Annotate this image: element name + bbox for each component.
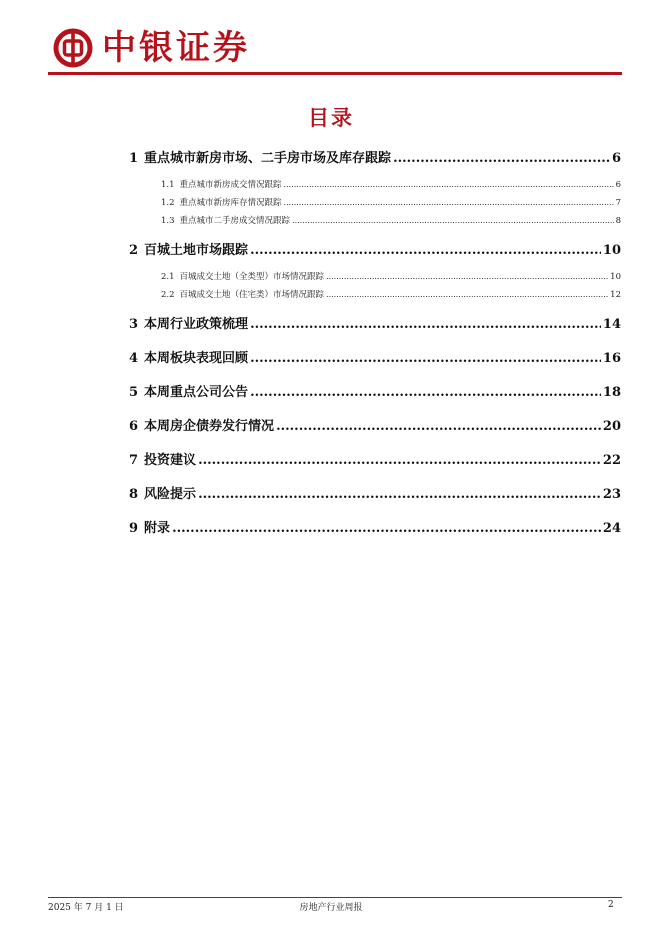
toc-subentry[interactable] [129, 212, 621, 230]
toc-entry-number: 3 [129, 317, 139, 332]
toc-entry[interactable] [129, 376, 621, 410]
toc-leader [393, 142, 610, 176]
toc-entry-title: 投资建议 [144, 453, 197, 468]
toc-entry-page: 24 [602, 521, 621, 536]
toc-entry-number: 1 [129, 151, 139, 166]
toc-entry-title: 本周重点公司公告 [144, 385, 249, 400]
toc-entry-page: 23 [602, 487, 621, 502]
toc-entry-page: 16 [602, 351, 621, 366]
toc-entry-title: 重点城市新房库存情况跟踪 [179, 198, 282, 208]
toc-entry-number: 4 [129, 351, 139, 366]
toc-entry-number: 1.1 [161, 180, 175, 190]
toc-entry-title: 重点城市新房市场、二手房市场及库存跟踪 [144, 151, 392, 166]
toc-subentry[interactable] [129, 286, 621, 304]
toc-entry-number: 2.1 [161, 272, 175, 282]
toc-subentry[interactable] [129, 268, 621, 286]
toc-entry-page: 20 [602, 419, 621, 434]
header-divider [48, 72, 622, 75]
toc-entry-page: 6 [615, 180, 621, 190]
toc-entry-number: 1.2 [161, 198, 175, 208]
toc-entry-page: 7 [615, 198, 621, 208]
toc-leader [250, 308, 601, 342]
bank-of-china-logo-icon [53, 28, 93, 68]
toc-leader [172, 512, 601, 546]
toc-leader [326, 268, 608, 286]
page-header [0, 0, 662, 80]
toc-leader [326, 286, 608, 304]
toc-entry-page: 10 [610, 272, 621, 282]
footer-report-title: 房地产行业周报 [299, 903, 363, 913]
toc-leader [198, 444, 601, 478]
toc-entry-title: 本周行业政策梳理 [144, 317, 249, 332]
toc-entry-page: 6 [611, 151, 621, 166]
toc-entry-title: 百城成交土地（住宅类）市场情况跟踪 [179, 290, 325, 300]
toc-entry-number: 7 [129, 453, 139, 468]
table-of-contents [129, 142, 621, 546]
toc-entry[interactable] [129, 234, 621, 268]
toc-entry[interactable] [129, 444, 621, 478]
toc-entry-number: 5 [129, 385, 139, 400]
toc-subentry[interactable] [129, 194, 621, 212]
toc-entry-title: 附录 [144, 521, 171, 536]
toc-entry[interactable] [129, 342, 621, 376]
toc-entry-title: 风险提示 [144, 487, 197, 502]
toc-entry-page: 18 [602, 385, 621, 400]
toc-entry-title: 本周板块表现回顾 [144, 351, 249, 366]
toc-leader [250, 376, 601, 410]
toc-entry-page: 10 [602, 243, 621, 258]
toc-leader [250, 234, 601, 268]
footer-divider [48, 897, 622, 898]
toc-entry[interactable] [129, 410, 621, 444]
toc-entry-page: 22 [602, 453, 621, 468]
brand-name: 中银证券 [102, 28, 250, 68]
toc-entry-number: 8 [129, 487, 139, 502]
toc-entry-number: 6 [129, 419, 139, 434]
toc-leader [284, 176, 614, 194]
toc-entry[interactable] [129, 512, 621, 546]
toc-entry-title: 百城成交土地（全类型）市场情况跟踪 [179, 272, 325, 282]
toc-subentry[interactable] [129, 176, 621, 194]
toc-entry-number: 1.3 [161, 216, 175, 226]
footer-page-number: 2 [608, 900, 614, 910]
toc-leader [276, 410, 601, 444]
toc-leader [198, 478, 601, 512]
toc-leader [292, 212, 614, 230]
toc-entry-number: 2 [129, 243, 139, 258]
toc-entry-title: 本周房企债券发行情况 [144, 419, 275, 434]
toc-entry-title: 重点城市二手房成交情况跟踪 [179, 216, 291, 226]
toc-entry-title: 重点城市新房成交情况跟踪 [179, 180, 282, 190]
toc-entry-number: 2.2 [161, 290, 175, 300]
toc-entry-page: 12 [610, 290, 621, 300]
toc-leader [250, 342, 601, 376]
toc-title: 目录 [308, 105, 354, 130]
toc-entry[interactable] [129, 478, 621, 512]
toc-entry-title: 百城土地市场跟踪 [144, 243, 249, 258]
toc-entry-page: 14 [602, 317, 621, 332]
toc-leader [284, 194, 614, 212]
toc-entry[interactable] [129, 308, 621, 342]
footer-date: 2025 年 7 月 1 日 [48, 903, 124, 913]
toc-entry[interactable] [129, 142, 621, 176]
toc-entry-page: 8 [615, 216, 621, 226]
toc-entry-number: 9 [129, 521, 139, 536]
